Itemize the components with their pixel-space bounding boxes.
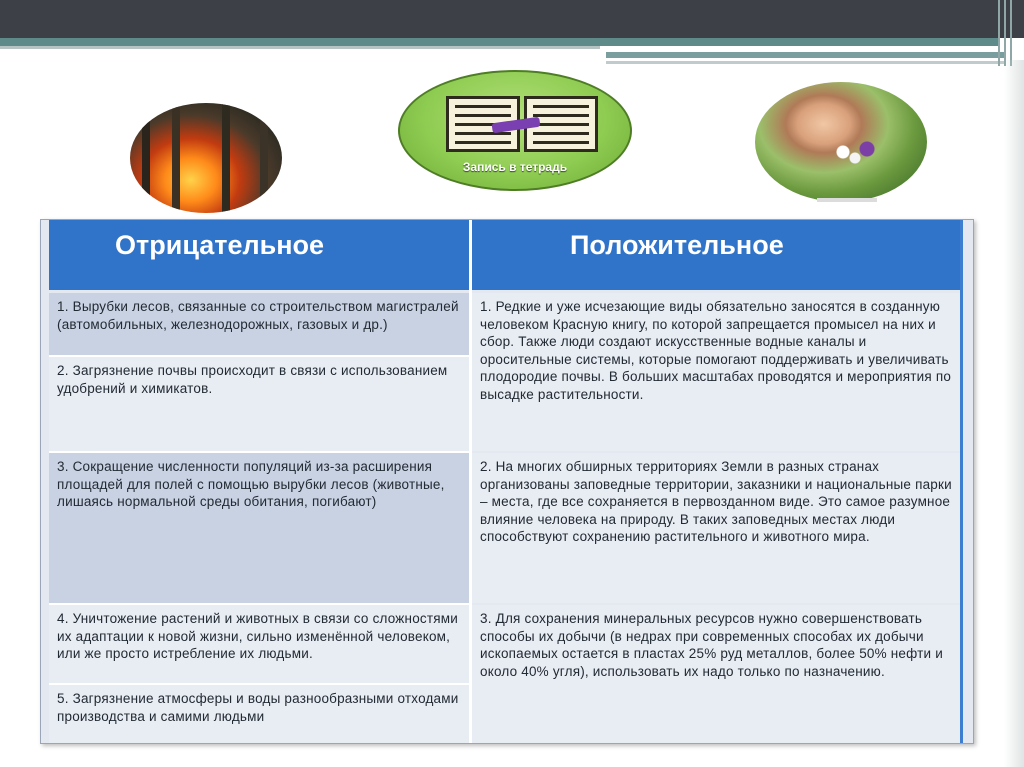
header-negative: Отрицательное	[49, 220, 469, 290]
decor-line	[0, 46, 600, 49]
title-bar	[0, 0, 1024, 38]
forest-fire-photo	[130, 103, 282, 213]
row-separator	[49, 355, 469, 357]
photo-caption-mark	[817, 198, 877, 202]
row-separator	[49, 683, 469, 685]
negative-item-4: 4. Уничтожение растений и животных в связи со сложностями их адаптации к новой жизни, сильно изменённой человеком, или же просто истребление их людьми.	[49, 605, 469, 683]
positive-item-2: 2. На многих обширных территориях Земли в разных странах организованы заповедные территории, заказники и национальные парки – места, где все сохраняется в первозданном виде. Это самое разумное влияние человека на природу. В таких заповедных местах люди способствуют сохранению растительного и животного мира.	[472, 453, 960, 603]
impact-table	[40, 219, 974, 744]
decor-vline	[1010, 0, 1012, 66]
positive-item-3: 3. Для сохранения минеральных ресурсов нужно совершенствовать способы их добычи (в недрах при современных способах их добычи ископаемых остается в пластах 25% руд металлов, более 50% нефти и около 40% угля), использовать их надо только по назначению.	[472, 605, 960, 743]
decor-line-right	[606, 61, 1006, 64]
table-right-border	[960, 220, 963, 743]
negative-item-1: 1. Вырубки лесов, связанные со строительством магистралей (автомобильных, железнодорожных, газовых и др.)	[49, 293, 469, 355]
positive-item-1: 1. Редкие и уже исчезающие виды обязательно заносятся в созданную человеком Красную книгу, по которой запрещается промысел на них и сбор. Также люди создают искусственные водные каналы и оросительные системы, которые помогают поддерживать и увеличивать плодородие почвы. В больших масштабах проводятся и мероприятия по высадке растительности.	[472, 293, 960, 451]
row-separator	[49, 603, 469, 605]
decor-band-right	[606, 52, 1006, 58]
page-shadow	[1004, 60, 1024, 767]
header-positive: Положительное	[472, 220, 960, 290]
decor-vline	[1004, 0, 1006, 66]
decor-band	[0, 38, 1000, 46]
notebook-label: Запись в тетрадь	[462, 160, 568, 174]
negative-item-3: 3. Сокращение численности популяций из-за расширения площадей для полей с помощью вырубки лесов (животные, лишаясь нормальной среды обитания, погибают)	[49, 453, 469, 603]
negative-item-2: 2. Загрязнение почвы происходит в связи с использованием удобрений и химикатов.	[49, 357, 469, 451]
row-separator	[49, 451, 469, 453]
negative-item-5: 5. Загрязнение атмосферы и воды разнообразными отходами производства и самими людьми	[49, 685, 469, 743]
girl-with-flowers-photo	[755, 82, 927, 202]
decor-vline	[998, 0, 1000, 66]
